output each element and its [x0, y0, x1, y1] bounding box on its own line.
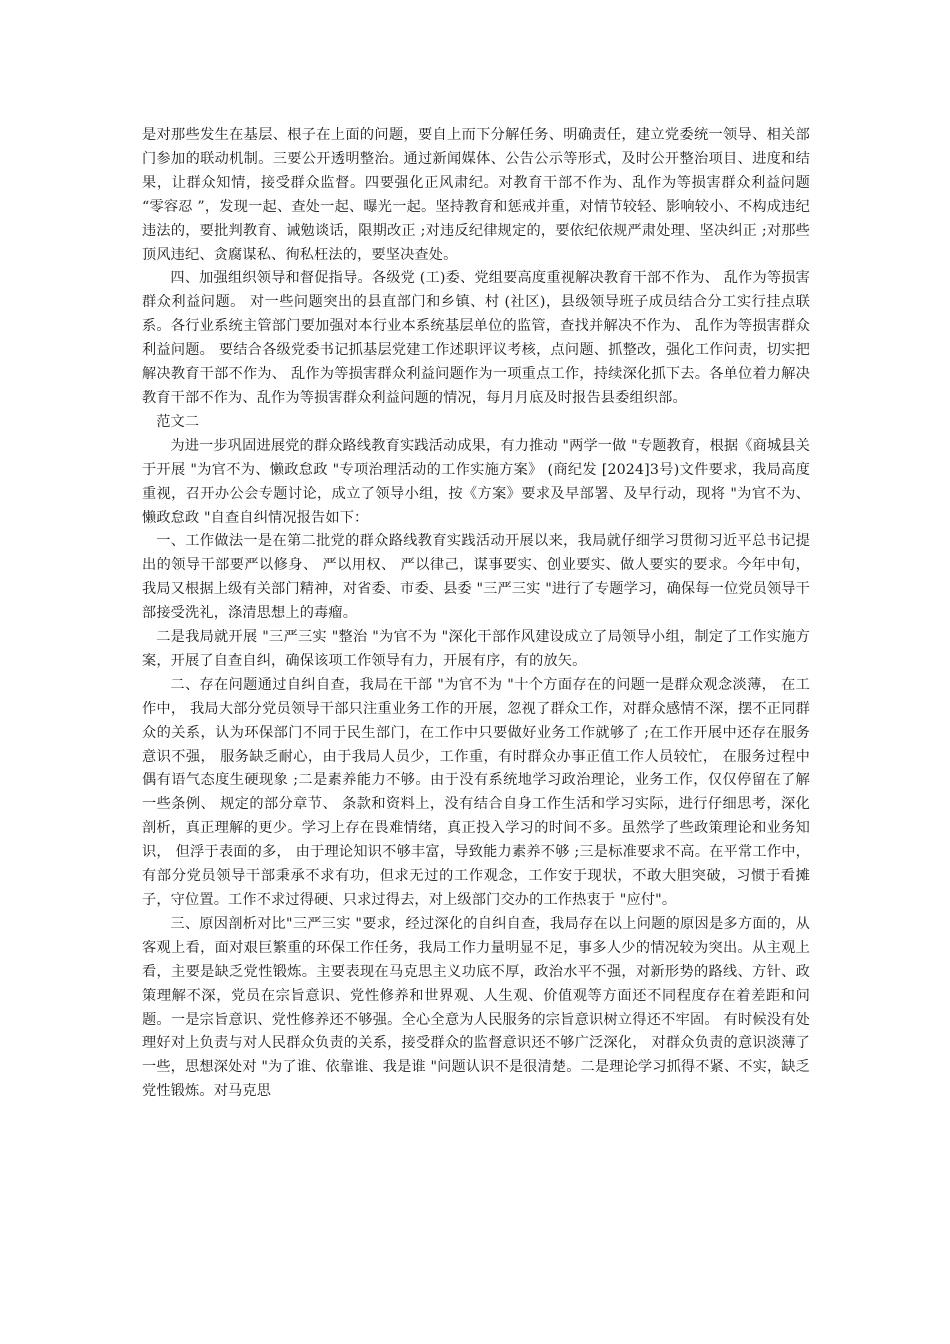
- paragraph-work-methods: 一、工作做法一是在第二批党的群众路线教育实践活动开展以来，我局就仔细学习贯彻习近平总书记提出的领导干部要严以修身、 严以用权、 严以律己，谋事要实、创业要实、做人要实的要求。今年中旬，我局又根据上级有关部门精神，对省委、市委、县委 "三严三实 "进行了专题学习，确保每一位党员领导干部接受洗礼，涤清思想上的毒瘤。: [142, 533, 810, 622]
- sample-heading: 范文二: [156, 413, 200, 430]
- paragraph-continuation: 是对那些发生在基层、根子在上面的问题，要自上而下分解任务、明确责任，建立党委统一领导、相关部门参加的联动机制。三要公开透明整治。通过新闻媒体、公告公示等形式，及时公开整治项目、进度和结果，让群众知情，接受群众监督。四要强化正风肃纪。对教育干部不作为、乱作为等损害群众利益问题 “零容忍 ”，发现一起、查处一起、曝光一起。坚持教育和惩戒并重，对情节较轻、影响较小、不构成违纪违法的，要批判教育、诫勉谈话，限期改正 ;对违反纪律规定的，要依纪依规严肃处理、坚决纠正 ;对那些顶风违纪、贪腐谋私、徇私枉法的，要坚决查处。: [142, 127, 810, 263]
- paragraph-section-four: 四、加强组织领导和督促指导。各级党 (工)委、党组要高度重视解决教育干部不作为、 乱作为等损害群众利益问题。 对一些问题突出的县直部门和乡镇、村 (社区)，县级领导班子成员结合分工实行挂点联系。各行业系统主管部门要加强对本行业本系统基层单位的监管，查找并解决不作为、 乱作为等损害群众利益问题。 要结合各级党委书记抓基层党建工作述职评议考核，点问题、抓整改，强化工作问责，切实把解决教育干部不作为、 乱作为等损害群众利益问题作为一项重点工作，持续深化抓下去。各单位着力解决教育干部不作为、乱作为等损害群众利益问题的情况，每月月底及时报告县委组织部。: [142, 270, 810, 406]
- paragraph-leadership-group: 二是我局就开展 "三严三实 "整治 "为官不为 "深化干部作风建设成立了局领导小组，制定了工作实施方案，开展了自查自纠，确保该项工作领导有力，开展有序，有的放矢。: [142, 629, 810, 669]
- paragraph-intro: 为进一步巩固进展党的群众路线教育实践活动成果，有力推动 "两学一做 "专题教育，根据《商城县关于开展 "为官不为、懒政怠政 "专项治理活动的工作实施方案》 (商纪发 [2024]3号)文件要求，我局高度重视，召开办公会专题讨论，成立了领导小组，按《方案》要求及早部署、及早行动，现将 "为官不为、懒政怠政 "自查自纠情况报告如下：: [142, 437, 810, 526]
- document-page: [142, 124, 810, 1104]
- paragraph-cause-analysis: 三、原因剖析对比"三严三实 "要求，经过深化的自纠自查，我局存在以上问题的原因是多方面的，从客观上看，面对艰巨繁重的环保工作任务，我局工作力量明显不足，事多人少的情况较为突出。从主观上看，主要是缺乏党性锻炼。主要表现在马克思主义功底不厚，政治水平不强，对新形势的路线、方针、政策理解不深，党员在宗旨意识、党性修养和世界观、人生观、价值观等方面还不同程度存在着差距和问题。一是宗旨意识、党性修养还不够强。全心全意为人民服务的宗旨意识树立得还不牢固。 有时候没有处理好对上负责与对人民群众负责的关系，接受群众的监督意识还不够广泛深化， 对群众负责的意识淡薄了一些，思想深处对 "为了谁、依靠谁、我是谁 "问题认识不是很清楚。二是理论学习抓得不紧、不实，缺乏党性锻炼。对马克思: [142, 915, 810, 1100]
- paragraph-existing-problems: 二、存在问题通过自纠自查，我局在干部 "为官不为 "十个方面存在的问题一是群众观念淡薄， 在工作中， 我局大部分党员领导干部只注重业务工作的开展，忽视了群众工作，对群众感情不深，摆不正同群众的关系，认为环保部门不同于民生部门，在工作中只要做好业务工作就够了 ;在工作开展中还存在服务意识不强， 服务缺乏耐心，由于我局人员少，工作重，有时群众办事正值工作人员较忙， 在服务过程中偶有语气态度生硬现象 ;二是素养能力不够。由于没有系统地学习政治理论，业务工作，仅仅停留在了解一些条例、 规定的部分章节、 条款和资料上，没有结合自身工作生活和学习实际，进行仔细思考，深化剖析，真正理解的更少。学习上存在畏难情绪，真正投入学习的时间不多。虽然学了些政策理论和业务知识， 但浮于表面的多， 由于理论知识不够丰富，导致能力素养不够 ;三是标准要求不高。在平常工作中，有部分党员领导干部秉承不求有功，但求无过的工作观念，工作安于现状，不敢大胆突破，习惯于看摊子，守位置。工作不求过得硬、只求过得去，对上级部门交办的工作热衷于 "应付"。: [142, 676, 810, 908]
